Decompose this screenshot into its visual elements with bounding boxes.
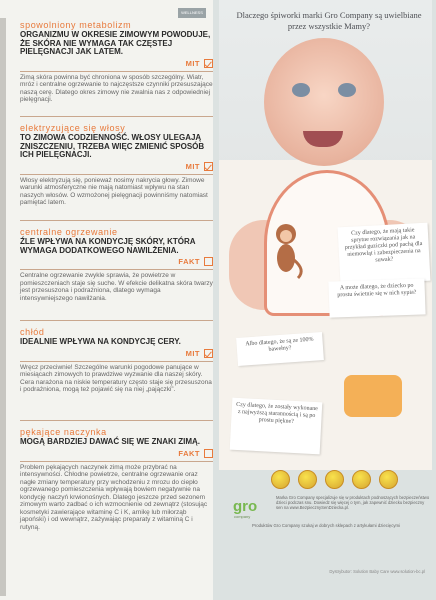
award-badge [325,470,344,489]
section-separator [20,116,213,117]
verdict-checkbox [204,449,213,458]
verdict-tag: MIT [185,161,200,171]
section-lead: ORGANIZMU W OKRESIE ZIMOWYM POWODUJE, ŻE SKÓRA NIE WYMAGA TAK CZĘSTEJ PIELĘGNACJI JAK LATEM. [20,30,211,56]
verdict-checkbox [204,59,213,68]
section-title: elektryzujące się włosy [20,123,126,133]
section-lead: TO ZIMOWA CODZIENNOŚĆ. WŁOSY ULEGAJĄ ZNISZCZENIU, TRZEBA WIĘC ZMIENIĆ SPOSÓB ICH PIELĘGNACJI. [20,133,205,159]
monkey-icon [264,220,308,280]
gro-logo: gro [233,498,258,515]
advert-panel [213,0,436,600]
award-badges [259,470,409,488]
distributor: Dystrybutor: Solution Baby Care www.solution-bc.pl [329,569,425,574]
verdict-checkbox [204,349,213,358]
section-lead: IDEALNIE WPŁYWA NA KONDYCJĘ CERY. [20,337,181,346]
award-badge [271,470,290,489]
gro-logo-sub: company [234,514,251,519]
baby-photo [219,0,432,470]
section-title: spowolniony metabolizm [20,20,132,30]
baby-eye-right [338,83,356,97]
divider [20,361,213,362]
section-heating [20,227,213,302]
section-lead: MOGĄ BARDZIEJ DAWAĆ SIĘ WE ZNAKI ZIMĄ. [20,437,200,446]
verdict-checkbox [204,257,213,266]
question-bubble: Czy dlatego, że zostały wykonane z najwyższą starannością i są po prostu piękne? [230,398,323,455]
verdict-checkbox [204,162,213,171]
section-body: Problem pękających naczynek zimą może przybrać na intensywności. Chłodne powietrze, centralne ogrzewanie oraz nagłe zmiany temperatury przy wchodzeniu z mrozu do ciepło ogrzewanego pomieszczenia wpływają bowiem negatywnie na kondycję naczyń krwionośnych. Dlatego jeszcze przed sezonem zimowym warto zadbać o ich wzmocnienie od zewnątrz (stosując kosmetyki zawierające witaminę C i K, arnikę lub miłorząb japoński) i od wewnątrz, zażywając preparaty z witaminą C i rutyną. [20,463,208,531]
section-title: chłód [20,327,45,337]
divider [20,174,213,175]
brand-description: Marka Gro Company specjalizuje się w produktach podnoszących bezpieczeństwo dzieci podczas snu. Dowiedz się więcej o tym, jak zapewnić dziecku bezpieczny sen na www.BezpiecznySenDziecka.pl. [276,495,430,511]
section-capillaries [20,427,213,531]
advert-question: Dlaczego śpiworki marki Gro Company są uwielbiane przez wszystkie Mamy? [236,10,422,31]
section-metabolism [20,20,213,104]
verdict-tag: FAKT [178,448,200,458]
verdict-tag: MIT [185,58,200,68]
divider [20,461,213,462]
baby-eye-left [292,83,310,97]
section-separator [20,320,213,321]
section-title: pękające naczynka [20,427,107,437]
margin-band [0,18,6,596]
divider [20,269,213,270]
award-badge [298,470,317,489]
lion-icon [344,375,402,417]
award-badge [379,470,398,489]
section-body: Centralne ogrzewanie zwykle sprawia, że powietrze w pomieszczeniach staje się suche. W efekcie delikatna skóra twarzy jest przesuszona i podrażniona, dlatego wymaga intensywniejszego nawilżania. [20,272,213,302]
verdict-tag: FAKT [178,257,200,266]
section-body: Włosy elektryzują się, ponieważ nosimy nakrycia głowy. Zimowe warunki atmosferyczne nie mają natomiast wpływu na stan naszych włosów. O wzmożonej pielęgnacji powinniśmy natomiast pamiętać latem. [20,176,208,206]
divider [20,71,213,72]
section-separator [20,220,213,221]
question-bubble: Albo dlatego, że są ze 100% bawełny? [236,332,324,366]
section-hair [20,123,213,207]
section-tab: WELLNESS [178,8,206,18]
award-badge [352,470,371,489]
section-body: Wręcz przeciwnie! Szczególne warunki pogodowe panujące w miesiącach zimowych to prawdziwe wyzwanie dla naszej skóry. Cera narażona na niskie temperatury często staje się przesuszona i podrażniona, mogą też pojawić się na niej „pajączki”. [20,363,212,393]
section-body: Zimą skóra powinna być chroniona w sposób szczególny. Wiatr, mróz i centralne ogrzewanie to najczęstsze czynniki przesuszające naszą cerę. Dlatego okres zimowy nie zwalnia nas z odpowiedniej pielęgnacji. [20,73,213,103]
section-cold [20,327,213,394]
question-bubble: Czy dlatego, że mają takie sprytne rozwiązania jak na przykład guziczki pod pachą dla niemowląt i zabezpieczenia na suwak? [338,223,431,286]
section-lead: ŹLE WPŁYWA NA KONDYCJĘ SKÓRY, KTÓRA WYMAGA DODATKOWEGO NAWILŻENIA. [20,237,196,255]
verdict-tag: MIT [185,348,200,358]
section-title: centralne ogrzewanie [20,227,118,237]
where-to-buy: Produktów Gro Company szukaj w dobrych sklepach z artykułami dziecięcymi [251,523,401,528]
question-bubble: A może dlatego, że dziecko po prostu świetnie się w nich sypia? [328,278,425,317]
section-separator [20,420,213,421]
